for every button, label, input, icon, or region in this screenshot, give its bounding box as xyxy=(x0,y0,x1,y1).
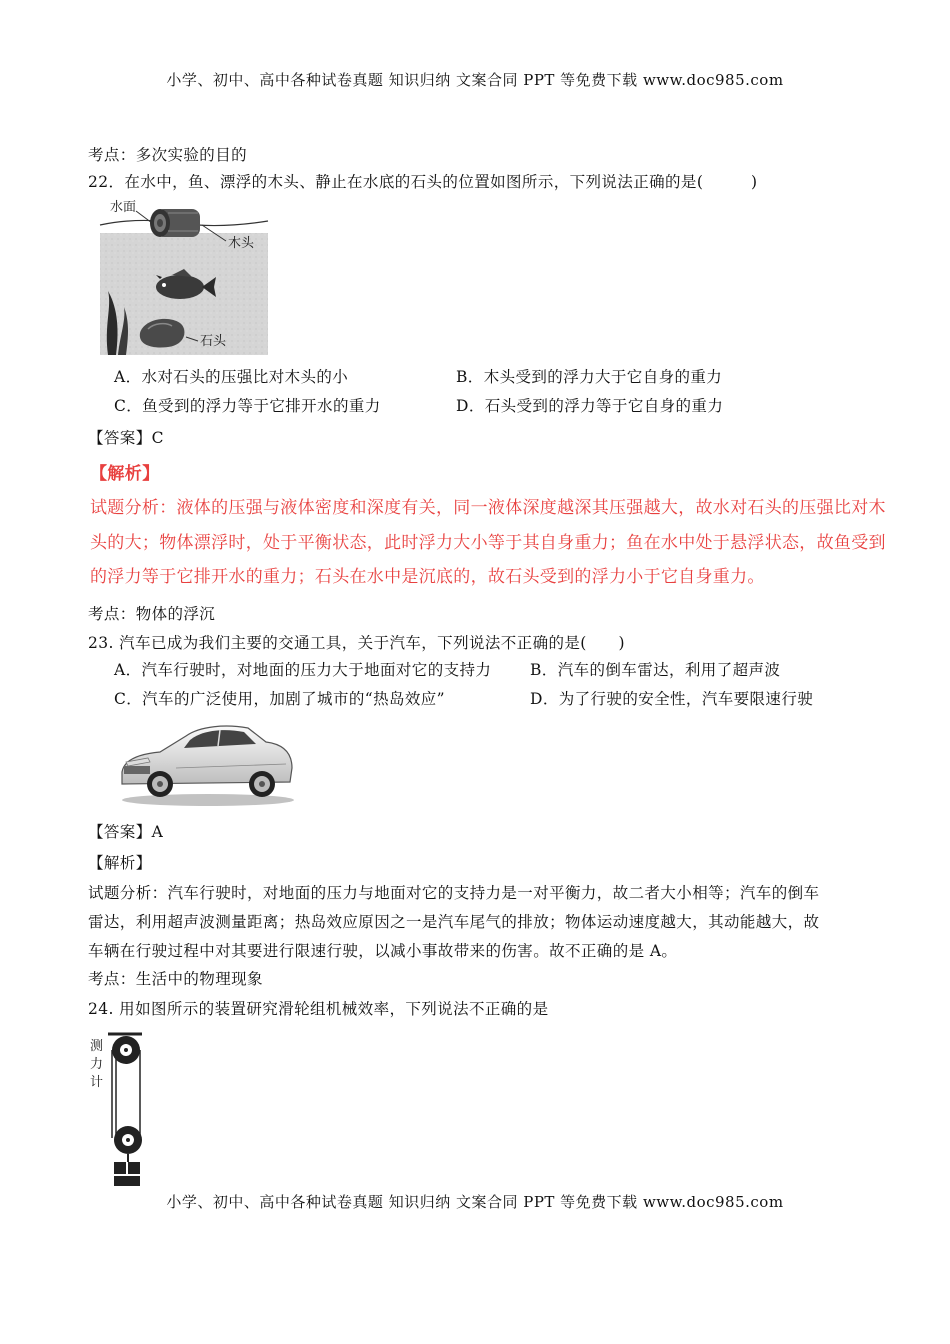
q24-figure xyxy=(86,1030,146,1188)
q22-option-a: A．水对石头的压强比对木头的小 xyxy=(114,368,349,386)
q23-answer: 【答案】A xyxy=(88,823,164,841)
q24-stem: 24. 用如图所示的装置研究滑轮组机械效率，下列说法不正确的是 xyxy=(88,1000,549,1018)
q23-analysis-line-2: 雷达，利用超声波测量距离；热岛效应原因之一是汽车尾气的排放；物体运动速度越大，其动能越大，故 xyxy=(88,913,820,931)
q23-option-b: B．汽车的倒车雷达，利用了超声波 xyxy=(530,661,781,679)
q22-answer: 【答案】C xyxy=(88,429,164,447)
q22-option-d: D．石头受到的浮力等于它自身的重力 xyxy=(456,397,724,415)
label-water-surface: 水面 xyxy=(110,200,137,215)
q22-analysis-line-3: 的浮力等于它排开水的重力；石头在水中是沉底的，故石头受到的浮力小于它自身重力。 xyxy=(90,567,765,587)
q23-figure xyxy=(116,712,296,808)
hook-weights xyxy=(114,1162,140,1186)
page-header: 小学、初中、高中各种试卷真题 知识归纳 文案合同 PPT 等免费下载 www.doc985.com xyxy=(166,71,784,89)
movable-pulley xyxy=(114,1126,142,1154)
q23-analysis-line-3: 车辆在行驶过程中对其要进行限速行驶，以减小事故带来的伤害。故不正确的是 A。 xyxy=(88,942,678,960)
label-dynamometer-1: 测 xyxy=(90,1039,104,1054)
q22-option-b: B．木头受到的浮力大于它自身的重力 xyxy=(456,368,723,386)
q23-stem: 23. 汽车已成为我们主要的交通工具，关于汽车，下列说法不正确的是( ) xyxy=(88,634,625,652)
q22-option-c: C．鱼受到的浮力等于它排开水的重力 xyxy=(114,397,381,415)
kaodian-previous: 考点：多次实验的目的 xyxy=(88,146,248,164)
q22-analysis-line-2: 头的大；物体漂浮时，处于平衡状态，此时浮力大小等于其自身重力；鱼在水中处于悬浮状态，故鱼受到 xyxy=(90,533,886,553)
car-illustration xyxy=(116,712,296,808)
q22-analysis-title: 【解析】 xyxy=(90,464,160,484)
pulley-system-illustration xyxy=(86,1030,146,1188)
q22-kaodian: 考点：物体的浮沉 xyxy=(88,605,216,623)
q22-figure xyxy=(98,195,270,355)
page-footer: 小学、初中、高中各种试卷真题 知识归纳 文案合同 PPT 等免费下载 www.doc985.com xyxy=(166,1193,784,1211)
water-scene-illustration xyxy=(98,195,270,355)
q23-option-a: A．汽车行驶时，对地面的压力大于地面对它的支持力 xyxy=(114,661,492,679)
car-grille xyxy=(124,766,150,774)
q23-analysis-line-1: 试题分析：汽车行驶时，对地面的压力与地面对它的支持力是一对平衡力，故二者大小相等；汽车的倒车 xyxy=(88,884,820,902)
q22-stem: 22．在水中，鱼、漂浮的木头、静止在水底的石头的位置如图所示，下列说法正确的是( ) xyxy=(88,173,758,191)
q23-option-c: C．汽车的广泛使用，加剧了城市的“热岛效应” xyxy=(114,690,446,708)
q22-analysis-line-1: 试题分析：液体的压强与液体密度和深度有关，同一液体深度越深其压强越大，故水对石头的压强比对木 xyxy=(90,498,886,518)
label-dynamometer-2: 力 xyxy=(90,1057,104,1072)
label-stone: 石头 xyxy=(200,334,227,349)
car-shadow xyxy=(122,794,294,806)
q23-analysis-title: 【解析】 xyxy=(88,854,152,872)
label-dynamometer-3: 计 xyxy=(90,1075,104,1090)
label-wood: 木头 xyxy=(228,236,255,251)
wood-log xyxy=(150,209,200,237)
q23-kaodian: 考点：生活中的物理现象 xyxy=(88,970,263,988)
q23-option-d: D．为了行驶的安全性，汽车要限速行驶 xyxy=(530,690,814,708)
